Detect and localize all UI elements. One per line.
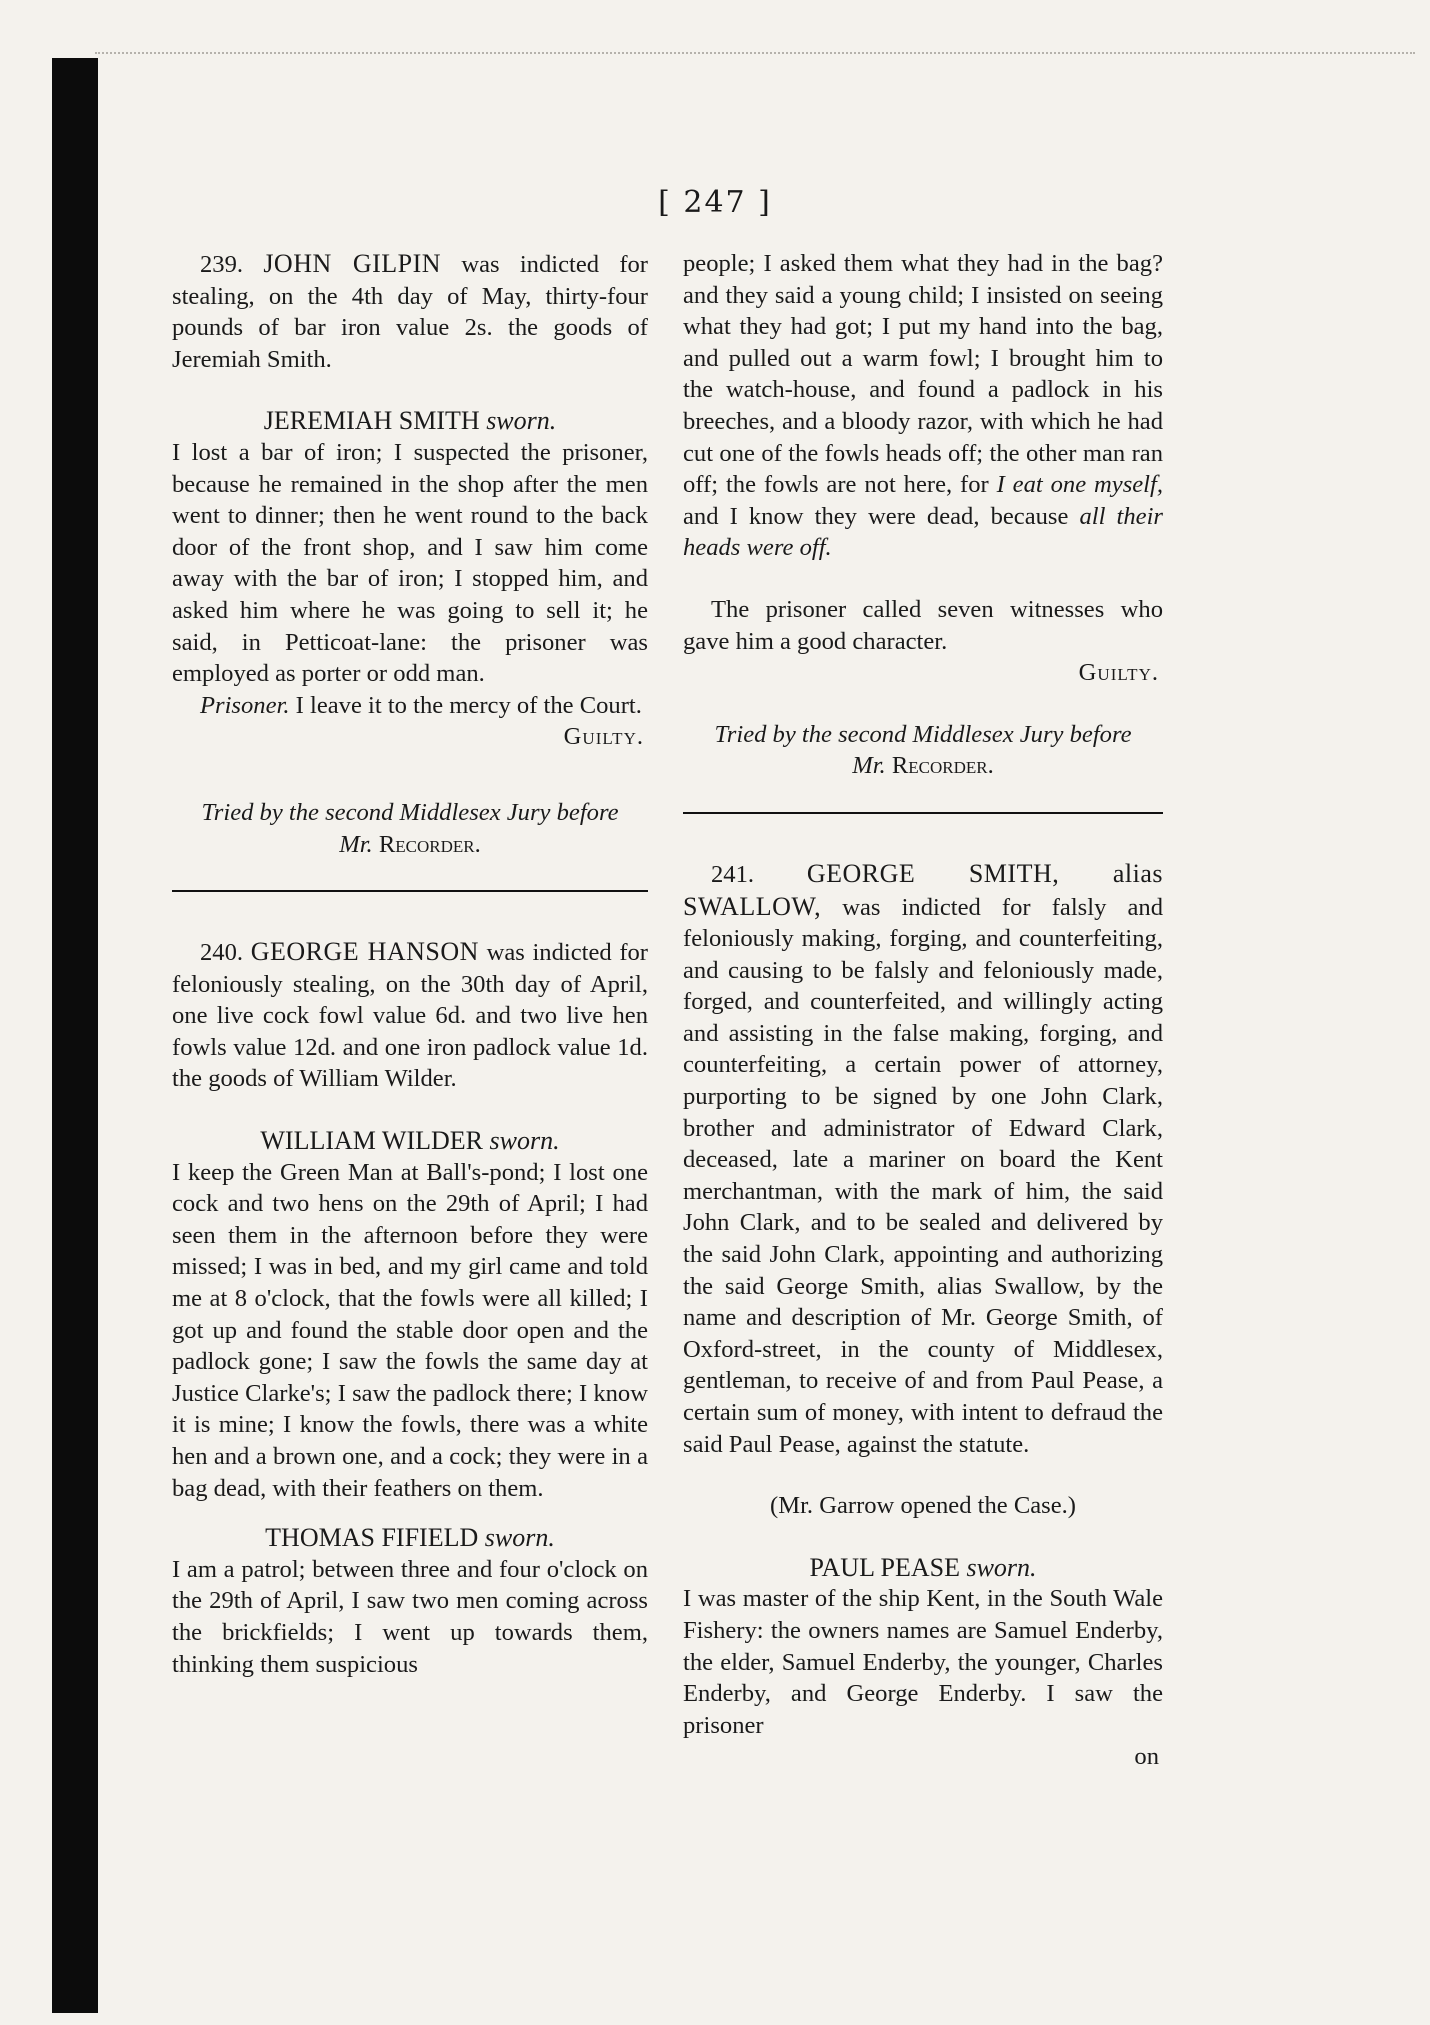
witness-name: JEREMIAH SMITH bbox=[263, 406, 480, 436]
book-binding-shadow bbox=[52, 58, 98, 2013]
tried-recorder: Recorder. bbox=[378, 830, 481, 858]
prisoner-statement bbox=[172, 690, 648, 722]
tried-note-240 bbox=[683, 719, 1163, 782]
sworn-label: sworn. bbox=[489, 1126, 560, 1156]
witness-name: PAUL PEASE bbox=[809, 1552, 960, 1582]
tried-note-239 bbox=[172, 797, 648, 860]
verdict-guilty-239: Guilty. bbox=[563, 723, 644, 751]
prisoner-label: Prisoner. bbox=[200, 691, 290, 719]
case-239-defendant: JOHN GILPIN bbox=[263, 249, 442, 278]
sworn-label: sworn. bbox=[484, 1523, 555, 1553]
prisoner-text: I leave it to the mercy of the Court. bbox=[295, 691, 642, 719]
sworn-label: sworn. bbox=[966, 1552, 1037, 1582]
testimony-italic-a: I eat one myself, bbox=[996, 471, 1163, 499]
witness-name: THOMAS FIFIELD bbox=[265, 1523, 479, 1553]
tried-line: Tried by the second Middlesex Jury before bbox=[714, 720, 1132, 748]
page-edge-noise bbox=[95, 52, 1415, 62]
case-240-number: 240. bbox=[200, 939, 244, 967]
case-239-text: was indicted for stealing, on the 4th day of May, thirty-four pounds of bar iron value 2s. the goods of Jeremiah Smith. bbox=[172, 251, 648, 373]
case-241-number: 241. bbox=[711, 860, 755, 888]
testimony-part-a: people; I asked them what they had in the bag? and they said a young child; I insisted on seeing what they had got; I put my hand into the bag, and pulled out a warm fowl; I brought him to the watch-house, and found a padlock in his breeches, and a bloody razor, with which he had cut one of the fowls heads off; the other man ran off; the fowls are not here, for bbox=[683, 250, 1163, 499]
case-240-text: was indicted for feloniously stealing, on the 30th day of April, one live cock fowl value 6d. and two live hen fowls value 12d. and one iron padlock value 1d. the goods of William Wilder. bbox=[172, 939, 648, 1093]
case-240-entry bbox=[172, 936, 648, 1095]
tried-mr: Mr. bbox=[339, 830, 373, 858]
character-witnesses-note: The prisoner called seven witnesses who gave him a good character. bbox=[683, 595, 1163, 655]
case-241-entry bbox=[683, 858, 1163, 1460]
case-241-text: was indicted for falsly and feloniously making, forging, and counterfeiting, and causing to be falsly and feloniously made, forged, and counterfeited, and willingly acting and assisting in the false making, forging, and counterfeiting, a certain power of attorney, purporting to be signed by one John Clark, brother and administrator of Edward Clark, deceased, late a mariner on board the Kent merchantman, with the mark of him, the said John Clark, and to be sealed and delivered by the said John Clark, appointing and authorizing the said George Smith, alias Swallow, by the name and description of Mr. George Smith, of Oxford-street, in the county of Middlesex, gentleman, to receive of and from Paul Pease, a certain sum of money, with intent to defraud the said Paul Pease, against the statute. bbox=[683, 893, 1163, 1458]
witness-heading-paul-pease bbox=[683, 1552, 1163, 1584]
witness-heading-jeremiah-smith bbox=[172, 405, 648, 437]
sworn-label: sworn. bbox=[486, 406, 557, 436]
testimony-thomas-fifield: I am a patrol; between three and four o'clock on the 29th of April, I saw two men coming across the brickfields; I went up towards them, thinking them suspicious bbox=[172, 1555, 648, 1678]
case-241-defendant: GEORGE SMITH, alias SWALLOW, bbox=[683, 858, 1163, 921]
right-column bbox=[683, 248, 1163, 1773]
tried-recorder: Recorder. bbox=[891, 752, 994, 780]
case-239-entry bbox=[172, 248, 648, 375]
witness-name: WILLIAM WILDER bbox=[260, 1126, 484, 1156]
testimony-part-b: and I know they were dead, because bbox=[683, 502, 1069, 530]
page-number: [ 247 ] bbox=[658, 185, 772, 220]
witness-heading-thomas-fifield bbox=[172, 1522, 648, 1554]
testimony-paul-pease: I was master of the ship Kent, in the South Wale Fishery: the owners names are Samuel Enderby, the elder, Samuel Enderby, the younger, Charles Enderby, and George Enderby. I saw the prisoner bbox=[683, 1585, 1163, 1739]
left-column bbox=[172, 248, 648, 1680]
witness-heading-william-wilder bbox=[172, 1125, 648, 1157]
tried-mr: Mr. bbox=[852, 752, 886, 780]
catchword: on bbox=[1134, 1743, 1159, 1771]
tried-line: Tried by the second Middlesex Jury before bbox=[201, 798, 619, 826]
case-240-defendant: GEORGE HANSON bbox=[250, 937, 479, 967]
testimony-thomas-fifield-continued bbox=[683, 248, 1163, 564]
verdict-guilty-240: Guilty. bbox=[1078, 659, 1159, 687]
testimony-italic-b: all their heads were off. bbox=[683, 502, 1163, 562]
counsel-opened-note: (Mr. Garrow opened the Case.) bbox=[770, 1492, 1076, 1520]
testimony-william-wilder: I keep the Green Man at Ball's-pond; I lost one cock and two hens on the 29th of April; I had seen them in the afternoon before they were missed; I was in bed, and my girl came and told me at 8 o'clock, that the fowls were all killed; I got up and found the stable door open and the padlock gone; I saw the fowls the same day at Justice Clarke's; I saw the padlock there; I know it is mine; I know the fowls, there was a white hen and a brown one, and a cock; they were in a bag dead, with their feathers on them. bbox=[172, 1158, 648, 1502]
case-239-number: 239. bbox=[200, 251, 244, 278]
testimony-jeremiah-smith: I lost a bar of iron; I suspected the prisoner, because he remained in the shop after the men went to dinner; then he went round to the back door of the front shop, and I saw him come away with the bar of iron; I stopped him, and asked him where he was going to sell it; he said, in Petticoat-lane: the prisoner was employed as porter or odd man. bbox=[172, 438, 648, 688]
